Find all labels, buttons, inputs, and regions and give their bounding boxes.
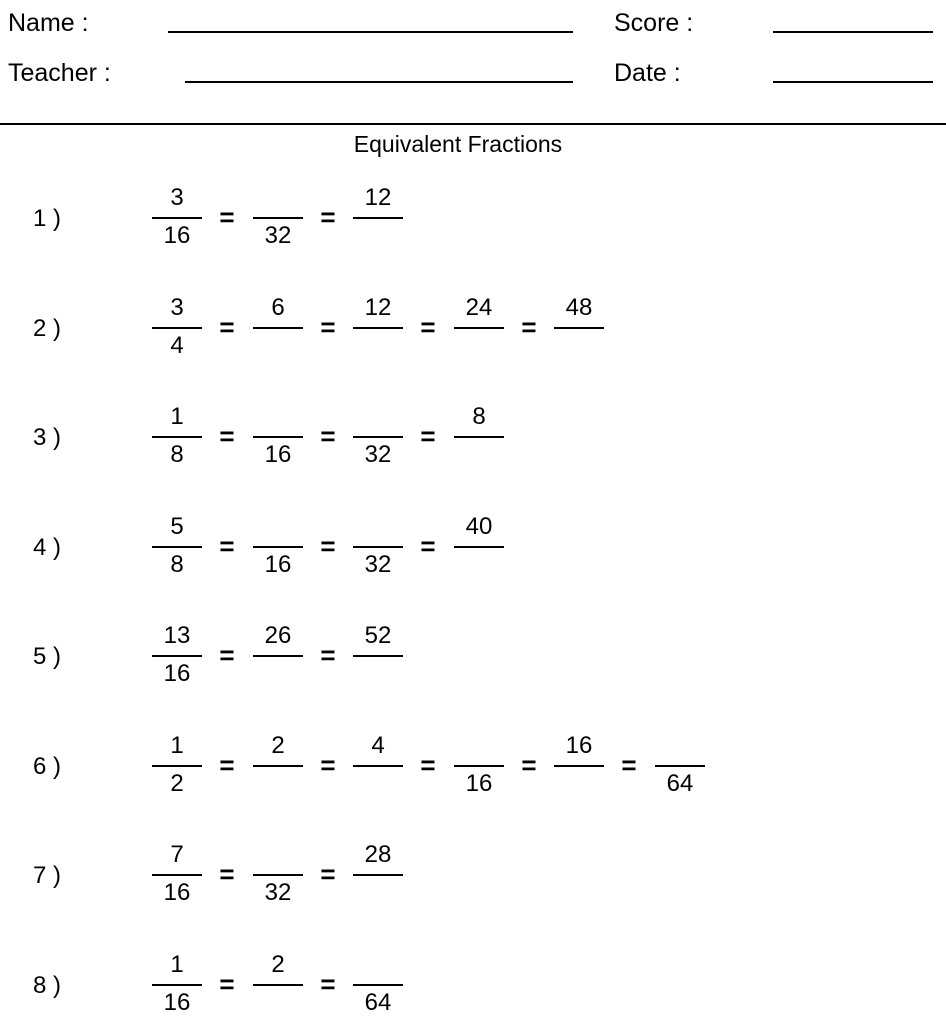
equals-sign: = <box>219 531 235 561</box>
numerator: 5 <box>170 513 184 540</box>
numerator: 8 <box>472 403 486 430</box>
fraction <box>152 952 202 1016</box>
numerator: 13 <box>163 622 191 649</box>
name-field-line[interactable] <box>168 31 573 33</box>
denominator: 8 <box>170 551 184 578</box>
numerator: 40 <box>465 513 493 540</box>
numerator: 2 <box>271 951 285 978</box>
problem-number: 6 ) <box>33 753 62 780</box>
equals-sign: = <box>521 750 537 780</box>
denominator: 32 <box>364 441 392 468</box>
fraction <box>655 733 705 797</box>
numerator-blank[interactable] <box>353 514 403 540</box>
numerator-blank[interactable] <box>353 404 403 430</box>
equals-sign: = <box>219 312 235 342</box>
equals-sign: = <box>420 531 436 561</box>
fraction-bar <box>353 874 403 876</box>
fraction <box>253 295 303 359</box>
denominator-blank[interactable] <box>253 333 303 359</box>
numerator-blank[interactable] <box>353 952 403 978</box>
fraction-bar <box>353 984 403 986</box>
denominator-blank[interactable] <box>353 333 403 359</box>
problem-number: 5 ) <box>33 643 62 670</box>
equals-sign: = <box>420 421 436 451</box>
fraction-bar <box>454 765 504 767</box>
denominator: 32 <box>264 222 292 249</box>
denominator: 2 <box>170 770 184 797</box>
equals-sign: = <box>320 750 336 780</box>
fraction <box>253 842 303 906</box>
date-label: Date : <box>614 59 681 87</box>
fraction <box>353 514 403 578</box>
equals-sign: = <box>420 312 436 342</box>
denominator: 32 <box>264 879 292 906</box>
fraction <box>253 514 303 578</box>
fraction <box>454 733 504 797</box>
denominator-blank[interactable] <box>454 442 504 468</box>
denominator: 16 <box>163 222 191 249</box>
numerator: 28 <box>364 841 392 868</box>
fraction <box>353 404 403 468</box>
numerator: 24 <box>465 294 493 321</box>
numerator: 26 <box>264 622 292 649</box>
numerator-blank[interactable] <box>253 404 303 430</box>
fraction-bar <box>152 655 202 657</box>
fraction-bar <box>152 217 202 219</box>
fraction-bar <box>253 327 303 329</box>
fraction <box>454 295 504 359</box>
fraction <box>253 185 303 249</box>
numerator: 1 <box>170 732 184 759</box>
numerator-blank[interactable] <box>454 733 504 759</box>
problem-number: 2 ) <box>33 315 62 342</box>
denominator: 16 <box>465 770 493 797</box>
numerator: 2 <box>271 732 285 759</box>
numerator: 16 <box>565 732 593 759</box>
fraction-bar <box>454 327 504 329</box>
numerator: 1 <box>170 951 184 978</box>
fraction <box>253 404 303 468</box>
fraction <box>353 952 403 1016</box>
numerator: 12 <box>364 294 392 321</box>
fraction-bar <box>152 327 202 329</box>
fraction-bar <box>253 436 303 438</box>
equals-sign: = <box>219 969 235 999</box>
problem-number: 4 ) <box>33 534 62 561</box>
score-field-line[interactable] <box>773 31 933 33</box>
fraction-bar <box>655 765 705 767</box>
fraction <box>253 733 303 797</box>
fraction-bar <box>253 984 303 986</box>
fraction-bar <box>353 327 403 329</box>
fraction <box>554 733 604 797</box>
denominator: 16 <box>163 660 191 687</box>
numerator: 6 <box>271 294 285 321</box>
equals-sign: = <box>420 750 436 780</box>
fraction <box>152 185 202 249</box>
denominator-blank[interactable] <box>253 661 303 687</box>
fraction <box>353 623 403 687</box>
equals-sign: = <box>320 421 336 451</box>
fraction <box>152 295 202 359</box>
denominator-blank[interactable] <box>353 223 403 249</box>
fraction-bar <box>253 655 303 657</box>
numerator-blank[interactable] <box>253 185 303 211</box>
equals-sign: = <box>621 750 637 780</box>
denominator-blank[interactable] <box>353 880 403 906</box>
fraction-bar <box>353 436 403 438</box>
equals-sign: = <box>320 312 336 342</box>
fraction <box>152 404 202 468</box>
fraction <box>152 842 202 906</box>
numerator: 12 <box>364 184 392 211</box>
fraction <box>353 185 403 249</box>
fraction-bar <box>353 546 403 548</box>
fraction-bar <box>554 765 604 767</box>
denominator-blank[interactable] <box>454 552 504 578</box>
fraction-bar <box>253 874 303 876</box>
fraction-bar <box>353 655 403 657</box>
denominator-blank[interactable] <box>554 333 604 359</box>
numerator: 4 <box>371 732 385 759</box>
fraction <box>353 295 403 359</box>
fraction-bar <box>152 546 202 548</box>
numerator: 52 <box>364 622 392 649</box>
denominator: 16 <box>163 879 191 906</box>
fraction-bar <box>152 765 202 767</box>
denominator-blank[interactable] <box>353 771 403 797</box>
denominator: 8 <box>170 441 184 468</box>
name-label: Name : <box>8 9 89 37</box>
denominator: 16 <box>264 441 292 468</box>
fraction-bar <box>454 546 504 548</box>
denominator: 16 <box>264 551 292 578</box>
teacher-label: Teacher : <box>8 59 111 87</box>
equals-sign: = <box>320 640 336 670</box>
date-field-line[interactable] <box>773 81 933 83</box>
equals-sign: = <box>320 859 336 889</box>
equals-sign: = <box>219 640 235 670</box>
denominator-blank[interactable] <box>253 771 303 797</box>
fraction-bar <box>253 546 303 548</box>
equals-sign: = <box>320 531 336 561</box>
equals-sign: = <box>320 969 336 999</box>
equals-sign: = <box>219 421 235 451</box>
fraction-bar <box>152 984 202 986</box>
fraction-bar <box>353 217 403 219</box>
problem-number: 1 ) <box>33 205 62 232</box>
fraction-bar <box>253 217 303 219</box>
numerator: 3 <box>170 184 184 211</box>
numerator-blank[interactable] <box>253 514 303 540</box>
fraction <box>253 952 303 1016</box>
fraction <box>152 623 202 687</box>
problem-number: 7 ) <box>33 862 62 889</box>
denominator-blank[interactable] <box>454 333 504 359</box>
worksheet-title: Equivalent Fractions <box>353 131 563 157</box>
fraction <box>454 514 504 578</box>
fraction <box>554 295 604 359</box>
fraction <box>152 514 202 578</box>
numerator: 3 <box>170 294 184 321</box>
numerator-blank[interactable] <box>253 842 303 868</box>
denominator-blank[interactable] <box>253 990 303 1016</box>
fraction <box>353 842 403 906</box>
fraction <box>454 404 504 468</box>
fraction-bar <box>152 436 202 438</box>
problem-number: 8 ) <box>33 972 62 999</box>
fraction-bar <box>454 436 504 438</box>
fraction-bar <box>253 765 303 767</box>
denominator: 16 <box>163 989 191 1016</box>
equals-sign: = <box>219 750 235 780</box>
fraction-bar <box>152 874 202 876</box>
problem-number: 3 ) <box>33 424 62 451</box>
equals-sign: = <box>320 202 336 232</box>
denominator: 4 <box>170 332 184 359</box>
equals-sign: = <box>219 202 235 232</box>
header-divider <box>0 123 946 125</box>
fraction <box>253 623 303 687</box>
numerator-blank[interactable] <box>655 733 705 759</box>
denominator-blank[interactable] <box>554 771 604 797</box>
numerator: 7 <box>170 841 184 868</box>
numerator: 1 <box>170 403 184 430</box>
equals-sign: = <box>521 312 537 342</box>
teacher-field-line[interactable] <box>185 81 573 83</box>
equals-sign: = <box>219 859 235 889</box>
denominator: 64 <box>666 770 694 797</box>
fraction <box>353 733 403 797</box>
denominator: 64 <box>364 989 392 1016</box>
denominator-blank[interactable] <box>353 661 403 687</box>
denominator: 32 <box>364 551 392 578</box>
score-label: Score : <box>614 9 694 37</box>
numerator: 48 <box>565 294 593 321</box>
fraction-bar <box>554 327 604 329</box>
fraction-bar <box>353 765 403 767</box>
fraction <box>152 733 202 797</box>
